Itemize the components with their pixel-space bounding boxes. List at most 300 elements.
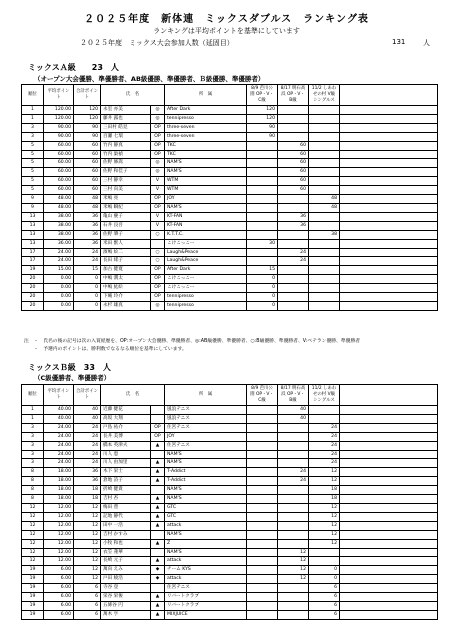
mark-cell: ▲: [151, 441, 165, 450]
tournament-3-cell: [309, 177, 340, 186]
tournament-2-cell: 60: [278, 150, 309, 159]
table-row: [22, 221, 438, 230]
tournament-1-cell: 30: [247, 239, 278, 248]
table-row: [22, 168, 438, 177]
total-points-cell: 60: [74, 141, 101, 150]
affiliation-cell: こけこっこー: [165, 284, 247, 293]
table-row: [22, 601, 438, 610]
tournament-1-cell: [247, 414, 278, 423]
tournament-1-cell: [247, 468, 278, 477]
tournament-2-cell: [278, 239, 309, 248]
tournament-2-cell: 40: [278, 414, 309, 423]
tournament-1-cell: [247, 195, 278, 204]
table-row: [22, 468, 438, 477]
total-points-cell: 18: [74, 495, 101, 504]
rank-cell: 1: [22, 106, 44, 115]
total-points-cell: 12: [74, 548, 101, 557]
tournament-2-cell: [278, 495, 309, 504]
total-points-cell: 15: [74, 266, 101, 275]
tournament-3-cell: 12: [309, 503, 340, 512]
mark-cell: OP: [151, 293, 165, 302]
tournament-1-cell: [247, 168, 278, 177]
rank-cell: 20: [22, 275, 44, 284]
tournament-1-cell: [247, 150, 278, 159]
affiliation-cell: JOY: [165, 432, 247, 441]
tournament-2-cell: [278, 521, 309, 530]
tournament-1-cell: 120: [247, 106, 278, 115]
tournament-3-cell: [309, 293, 340, 302]
tournament-3-cell: 12: [309, 530, 340, 539]
mark-cell: V: [151, 221, 165, 230]
avg-points-cell: 6.00: [44, 584, 74, 593]
table-row: [22, 150, 438, 159]
rank-cell: 12: [22, 557, 44, 566]
affiliation-cell: Z: [165, 539, 247, 548]
table-row: [22, 195, 438, 204]
affiliation-cell: NAM'S: [165, 168, 247, 177]
tournament-1-cell: [247, 530, 278, 539]
tournament-2-cell: 60: [278, 186, 309, 195]
affiliation-cell: attack: [165, 521, 247, 530]
name-cell: 百瀬 七瑞: [101, 132, 151, 141]
avg-points-cell: 12.00: [44, 512, 74, 521]
tournament-3-cell: 6: [309, 610, 340, 619]
tournament-2-cell: 60: [278, 168, 309, 177]
col-affiliation: 所 属: [165, 85, 247, 106]
affiliation-cell: attack: [165, 575, 247, 584]
tournament-1-cell: [247, 584, 278, 593]
tournament-1-cell: 0: [247, 293, 278, 302]
table-row: [22, 257, 438, 266]
mark-cell: ○: [151, 257, 165, 266]
name-cell: 米田 獣人: [101, 239, 151, 248]
avg-points-cell: 90.00: [44, 123, 74, 132]
total-points-cell: 6: [74, 601, 101, 610]
rank-cell: 8: [22, 468, 44, 477]
avg-points-cell: 6.00: [44, 593, 74, 602]
affiliation-cell: Laugh&Peace: [165, 257, 247, 266]
affiliation-cell: NAM'S: [165, 159, 247, 168]
avg-points-cell: 18.00: [44, 486, 74, 495]
tournament-1-cell: [247, 521, 278, 530]
tournament-1-cell: 90: [247, 132, 278, 141]
tournament-1-cell: 0: [247, 284, 278, 293]
tournament-3-cell: [309, 123, 340, 132]
name-cell: 米嶋 亮: [101, 195, 151, 204]
tournament-2-cell: [278, 530, 309, 539]
tournament-2-cell: 12: [278, 557, 309, 566]
tournament-2-cell: 24: [278, 248, 309, 257]
affiliation-cell: 風浪テニス: [165, 406, 247, 415]
avg-points-cell: 36.00: [44, 239, 74, 248]
tournament-2-cell: [278, 512, 309, 521]
avg-points-cell: 18.00: [44, 477, 74, 486]
mark-cell: OP: [151, 423, 165, 432]
tournament-1-cell: [247, 177, 278, 186]
tournament-2-cell: [278, 441, 309, 450]
mark-cell: [151, 548, 165, 557]
avg-points-cell: 24.00: [44, 248, 74, 257]
col-tournament-3: 11/2 しあわせの村 V級シングルス: [309, 85, 340, 106]
blank-cell: [340, 477, 438, 486]
tournament-3-cell: 6: [309, 584, 340, 593]
col-tournament-3: 11/2 しあわせの村 V級シングルス: [309, 385, 340, 406]
table-row: [22, 593, 438, 602]
mark-cell: OP: [151, 195, 165, 204]
affiliation-cell: T-Addict: [165, 477, 247, 486]
name-cell: 永杉 雄真: [101, 301, 151, 310]
name-cell: 長崎 元子: [101, 557, 151, 566]
rank-cell: 5: [22, 141, 44, 150]
affiliation-cell: WTM: [165, 186, 247, 195]
rank-cell: 13: [22, 230, 44, 239]
name-cell: 萬向 えみ: [101, 566, 151, 575]
avg-points-cell: 60.00: [44, 186, 74, 195]
rank-cell: 19: [22, 566, 44, 575]
rank-cell: 9: [22, 203, 44, 212]
blank-cell: [340, 293, 438, 302]
tournament-1-cell: [247, 186, 278, 195]
tournament-2-cell: [278, 539, 309, 548]
rank-cell: 12: [22, 521, 44, 530]
note-line-1: 注 ・ 氏名の後の記号は次の入賞経歴を、OP:オープン大会優勝、準優勝者、◎:AB級優勝、準優勝者、○:B級優勝、準優勝者、V:ベテラン優勝、準優勝者: [24, 339, 361, 344]
tournament-1-cell: [247, 601, 278, 610]
table-row: [22, 132, 438, 141]
total-points-cell: 12: [74, 521, 101, 530]
avg-points-cell: 60.00: [44, 150, 74, 159]
tournament-2-cell: 60: [278, 141, 309, 150]
mark-cell: OP: [151, 141, 165, 150]
mark-cell: [151, 530, 165, 539]
tournament-1-cell: [247, 212, 278, 221]
mark-cell: ◎: [151, 159, 165, 168]
affiliation-cell: tennipresso: [165, 114, 247, 123]
name-cell: 川人 由加里: [101, 459, 151, 468]
total-points-cell: 36: [74, 221, 101, 230]
mark-cell: ▲: [151, 593, 165, 602]
table-row: [22, 239, 438, 248]
name-cell: 佐野 修嵩: [101, 159, 151, 168]
col-blank: [340, 85, 438, 106]
blank-cell: [340, 123, 438, 132]
mark-cell: V: [151, 186, 165, 195]
tournament-1-cell: [247, 557, 278, 566]
total-points-cell: 60: [74, 177, 101, 186]
affiliation-cell: NAM'S: [165, 486, 247, 495]
tournament-2-cell: 60: [278, 177, 309, 186]
table-row: [22, 441, 438, 450]
tournament-3-cell: 24: [309, 441, 340, 450]
name-cell: 梅田 豊: [101, 503, 151, 512]
name-cell: 川人 恵: [101, 450, 151, 459]
tournament-2-cell: [278, 423, 309, 432]
col-avg-points: 平均ポイント: [44, 85, 74, 106]
table-row: [22, 495, 438, 504]
table-row: [22, 141, 438, 150]
mark-cell: ◆: [151, 575, 165, 584]
blank-cell: [340, 141, 438, 150]
blank-cell: [340, 159, 438, 168]
tournament-1-cell: [247, 203, 278, 212]
tournament-2-cell: 60: [278, 159, 309, 168]
affiliation-cell: After Dark: [165, 106, 247, 115]
total-points-cell: 6: [74, 610, 101, 619]
rank-cell: 19: [22, 610, 44, 619]
tournament-1-cell: [247, 566, 278, 575]
mark-cell: [151, 414, 165, 423]
blank-cell: [340, 301, 438, 310]
tournament-2-cell: [278, 203, 309, 212]
total-points-cell: 12: [74, 557, 101, 566]
tournament-3-cell: [309, 557, 340, 566]
tournament-1-cell: [247, 450, 278, 459]
avg-points-cell: 6.00: [44, 601, 74, 610]
mark-cell: [151, 239, 165, 248]
name-cell: 佐野 肇子: [101, 230, 151, 239]
tournament-3-cell: 6: [309, 601, 340, 610]
blank-cell: [340, 566, 438, 575]
affiliation-cell: three-seven: [165, 123, 247, 132]
total-points-cell: 24: [74, 423, 101, 432]
mark-cell: OP: [151, 123, 165, 132]
tournament-2-cell: [278, 503, 309, 512]
blank-cell: [340, 150, 438, 159]
tournament-3-cell: [309, 150, 340, 159]
blank-cell: [340, 195, 438, 204]
name-cell: 五條谷 円: [101, 601, 151, 610]
avg-points-cell: 90.00: [44, 132, 74, 141]
col-blank: [340, 385, 438, 406]
tournament-3-cell: [309, 114, 340, 123]
tournament-2-cell: [278, 610, 309, 619]
name-cell: 中嶋 紘絵: [101, 284, 151, 293]
name-cell: 三村 向美: [101, 186, 151, 195]
blank-cell: [340, 266, 438, 275]
blank-cell: [340, 495, 438, 504]
table-row: [22, 203, 438, 212]
avg-points-cell: 24.00: [44, 432, 74, 441]
total-points-cell: 12: [74, 512, 101, 521]
avg-points-cell: 48.00: [44, 195, 74, 204]
total-points-cell: 12: [74, 530, 101, 539]
tournament-3-cell: [309, 275, 340, 284]
affiliation-cell: チーム KYS: [165, 566, 247, 575]
avg-points-cell: 6.00: [44, 566, 74, 575]
rank-cell: 20: [22, 284, 44, 293]
tournament-3-cell: 24: [309, 423, 340, 432]
rank-cell: 13: [22, 239, 44, 248]
affiliation-cell: attack: [165, 557, 247, 566]
name-cell: 亀山 慶子: [101, 212, 151, 221]
total-points-cell: 48: [74, 203, 101, 212]
total-points-cell: 48: [74, 195, 101, 204]
rank-cell: 1: [22, 414, 44, 423]
tournament-3-cell: 0: [309, 566, 340, 575]
name-cell: 長井 美博: [101, 432, 151, 441]
total-points-cell: 24: [74, 459, 101, 468]
total-points-cell: 24: [74, 450, 101, 459]
tournament-1-cell: [247, 141, 278, 150]
rank-cell: 8: [22, 486, 44, 495]
affiliation-cell: GTC: [165, 503, 247, 512]
affiliation-cell: JOY: [165, 195, 247, 204]
table-row: [22, 266, 438, 275]
total-points-cell: 60: [74, 159, 101, 168]
total-points-cell: 24: [74, 248, 101, 257]
rank-cell: 8: [22, 495, 44, 504]
avg-points-cell: 12.00: [44, 521, 74, 530]
mark-cell: ▲: [151, 557, 165, 566]
mark-cell: ▲: [151, 503, 165, 512]
tournament-2-cell: 24: [278, 468, 309, 477]
total-points-cell: 6: [74, 593, 101, 602]
tournament-3-cell: 6: [309, 593, 340, 602]
tournament-2-cell: [278, 123, 309, 132]
tournament-2-cell: [278, 275, 309, 284]
name-cell: 竹内 静真: [101, 141, 151, 150]
avg-points-cell: 15.00: [44, 266, 74, 275]
rank-cell: 19: [22, 266, 44, 275]
mark-cell: ▲: [151, 477, 165, 486]
table-row: [22, 106, 438, 115]
affiliation-cell: tennipresso: [165, 301, 247, 310]
blank-cell: [340, 239, 438, 248]
affiliation-cell: KT-FAN: [165, 221, 247, 230]
mark-cell: [151, 406, 165, 415]
table-row: [22, 414, 438, 423]
tournament-3-cell: 12: [309, 468, 340, 477]
blank-cell: [340, 548, 438, 557]
tournament-1-cell: [247, 423, 278, 432]
avg-points-cell: 60.00: [44, 177, 74, 186]
avg-points-cell: 48.00: [44, 203, 74, 212]
tournament-3-cell: [309, 168, 340, 177]
blank-cell: [340, 177, 438, 186]
tournament-2-cell: 24: [278, 257, 309, 266]
avg-points-cell: 120.00: [44, 114, 74, 123]
tournament-1-cell: [247, 548, 278, 557]
name-cell: 寺谷 登: [101, 584, 151, 593]
rank-cell: 12: [22, 539, 44, 548]
table-row: [22, 230, 438, 239]
tournament-2-cell: 12: [278, 575, 309, 584]
blank-cell: [340, 450, 438, 459]
avg-points-cell: 24.00: [44, 423, 74, 432]
tournament-3-cell: 12: [309, 521, 340, 530]
tournament-1-cell: [247, 406, 278, 415]
avg-points-cell: 18.00: [44, 495, 74, 504]
tournament-1-cell: [247, 257, 278, 266]
tournament-1-cell: [247, 486, 278, 495]
ranking-table-a: [21, 84, 438, 311]
rank-cell: 19: [22, 575, 44, 584]
tournament-2-cell: [278, 293, 309, 302]
affiliation-cell: 住宮テニス: [165, 423, 247, 432]
mark-cell: ◎: [151, 301, 165, 310]
col-rank: 順位: [22, 385, 44, 406]
blank-cell: [340, 248, 438, 257]
tournament-3-cell: 18: [309, 495, 340, 504]
blank-cell: [340, 284, 438, 293]
affiliation-cell: TKC: [165, 150, 247, 159]
tournament-1-cell: [247, 441, 278, 450]
col-avg-points: 平均ポイント: [44, 385, 74, 406]
blank-cell: [340, 106, 438, 115]
affiliation-cell: WTM: [165, 177, 247, 186]
tournament-1-cell: [247, 503, 278, 512]
blank-cell: [340, 132, 438, 141]
tournament-3-cell: [309, 301, 340, 310]
tournament-3-cell: 38: [309, 230, 340, 239]
rank-cell: 12: [22, 503, 44, 512]
table-row: [22, 610, 438, 619]
rank-cell: 5: [22, 150, 44, 159]
tournament-2-cell: [278, 301, 309, 310]
total-points-cell: 0: [74, 284, 101, 293]
name-cell: 藤井 露也: [101, 114, 151, 123]
tournament-3-cell: 12: [309, 539, 340, 548]
tournament-2-cell: [278, 593, 309, 602]
total-points-cell: 36: [74, 230, 101, 239]
rank-cell: 3: [22, 441, 44, 450]
ranking-table-b: [21, 384, 438, 620]
rank-cell: 20: [22, 293, 44, 302]
affiliation-cell: three-seven: [165, 132, 247, 141]
blank-cell: [340, 432, 438, 441]
tournament-3-cell: [309, 212, 340, 221]
rank-cell: 12: [22, 548, 44, 557]
mark-cell: ◆: [151, 566, 165, 575]
blank-cell: [340, 557, 438, 566]
total-points-cell: 40: [74, 414, 101, 423]
tournament-3-cell: [309, 266, 340, 275]
table-row: [22, 575, 438, 584]
rank-cell: 1: [22, 114, 44, 123]
name-cell: 田中 一浩: [101, 521, 151, 530]
tournament-3-cell: 12: [309, 512, 340, 521]
note-line-2: ・ 予選内のポイントは、勝利数でなるなる順位を基準にしています。: [24, 347, 187, 352]
blank-cell: [340, 423, 438, 432]
avg-points-cell: 38.00: [44, 221, 74, 230]
tournament-1-cell: 15: [247, 266, 278, 275]
name-cell: 折崎 健貴: [101, 486, 151, 495]
table-row: [22, 459, 438, 468]
table-row: [22, 521, 438, 530]
rank-cell: 3: [22, 459, 44, 468]
participants-count: 131: [392, 38, 406, 46]
table-row: [22, 114, 438, 123]
affiliation-cell: NAM'S: [165, 450, 247, 459]
col-total-points: 合計ポイント: [74, 85, 101, 106]
table-row: [22, 503, 438, 512]
affiliation-cell: NAM'S: [165, 203, 247, 212]
name-cell: 吉村 かすみ: [101, 530, 151, 539]
name-cell: 橋本 英津夫: [101, 441, 151, 450]
blank-cell: [340, 503, 438, 512]
name-cell: 木下 栄士: [101, 468, 151, 477]
avg-points-cell: 12.00: [44, 503, 74, 512]
page-title: ２０２５年度 新体連 ミックスダブルス ランキング表: [84, 14, 369, 25]
tournament-3-cell: [309, 548, 340, 557]
tournament-1-cell: [247, 539, 278, 548]
rank-cell: 3: [22, 423, 44, 432]
total-points-cell: 36: [74, 477, 101, 486]
rank-cell: 8: [22, 477, 44, 486]
tournament-2-cell: 12: [278, 548, 309, 557]
total-points-cell: 60: [74, 150, 101, 159]
mark-cell: ○: [151, 230, 165, 239]
tournament-3-cell: [309, 186, 340, 195]
